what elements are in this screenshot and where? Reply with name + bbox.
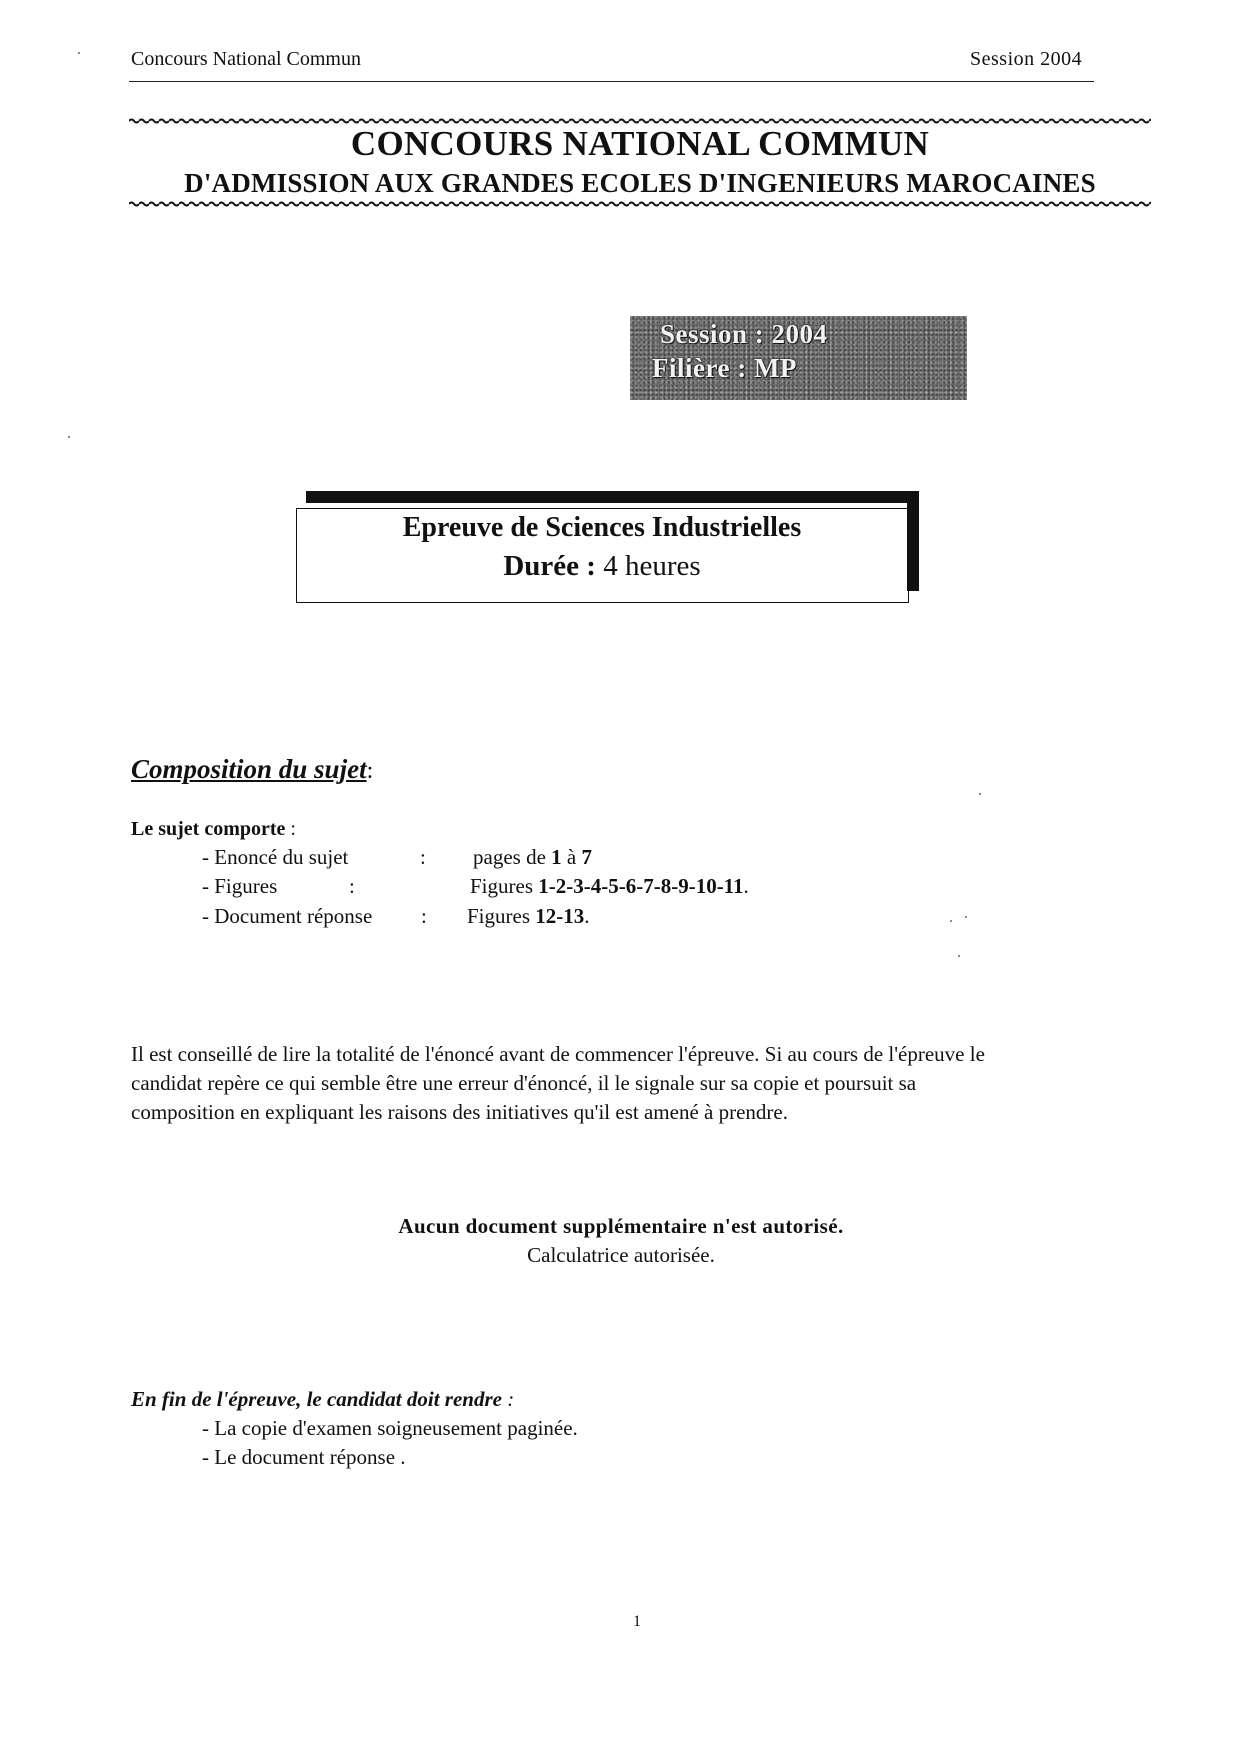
running-header-right: Session 2004: [970, 48, 1083, 70]
advice-line: composition en expliquant les raisons des initiatives qu'il est amené à prendre.: [131, 1100, 788, 1124]
item-label: - Enoncé du sujet: [202, 845, 349, 869]
item-sep: :: [420, 845, 426, 869]
no-documents-rule: Aucun document supplémentaire n'est autorisé.: [398, 1214, 844, 1238]
sujet-intro-text: Le sujet comporte: [131, 818, 286, 840]
end-heading: [131, 1387, 514, 1412]
scan-speck: [68, 436, 70, 438]
item-value: Figures 1-2-3-4-5-6-7-8-9-10-11.: [470, 874, 749, 898]
title-sub: D'ADMISSION AUX GRANDES ECOLES D'INGENIEURS MAROCAINES: [184, 168, 1096, 198]
item-label: - Figures: [202, 874, 278, 898]
item-sep: :: [349, 874, 355, 898]
composition-heading-text: Composition du sujet: [131, 754, 367, 784]
session-badge: [630, 316, 967, 400]
duration-label: Durée :: [503, 550, 596, 582]
page-number: 1: [633, 1613, 641, 1630]
badge-session: Session : 2004: [660, 319, 828, 349]
scan-speck: [78, 52, 80, 54]
scan-speck: [958, 955, 960, 957]
exam-title: Epreuve de Sciences Industrielles: [402, 512, 802, 543]
composition-heading-colon: :: [366, 758, 374, 784]
list-item: - Le document réponse .: [202, 1445, 406, 1469]
header-rule: [129, 81, 1094, 82]
advice-paragraph: [131, 1040, 1171, 1127]
scan-speck: [965, 916, 967, 918]
item-value: Figures 12-13.: [467, 904, 590, 928]
advice-line: candidat repère ce qui semble être une erreur d'énoncé, il le signale sur sa copie et poursuit sa: [131, 1071, 917, 1095]
list-item: - La copie d'examen soigneusement paginée.: [202, 1416, 578, 1440]
composition-heading: [131, 754, 373, 785]
badge-filiere: Filière : MP: [652, 353, 797, 383]
scan-speck: [979, 793, 981, 795]
duration-value: 4 heures: [603, 550, 701, 582]
exam-duration: [296, 550, 908, 583]
sujet-intro-colon: :: [285, 818, 296, 840]
end-heading-colon: :: [501, 1387, 515, 1411]
exam-box-shadow-top: [306, 491, 918, 503]
scan-speck: [950, 920, 952, 922]
item-label: - Document réponse: [202, 904, 373, 928]
advice-line: Il est conseillé de lire la totalité de l'énoncé avant de commencer l'épreuve. Si au cours de l'épreuve le: [131, 1042, 985, 1066]
item-value: pages de 1 à 7: [473, 845, 592, 869]
item-sep: :: [421, 904, 427, 928]
sujet-intro: [131, 818, 296, 841]
wavy-rule-bottom: [129, 200, 1151, 208]
title-main: CONCOURS NATIONAL COMMUN: [350, 124, 930, 163]
running-header-left: Concours National Commun: [131, 48, 361, 70]
end-heading-text: En fin de l'épreuve, le candidat doit rendre: [131, 1387, 502, 1411]
calculator-rule: Calculatrice autorisée.: [527, 1243, 715, 1267]
